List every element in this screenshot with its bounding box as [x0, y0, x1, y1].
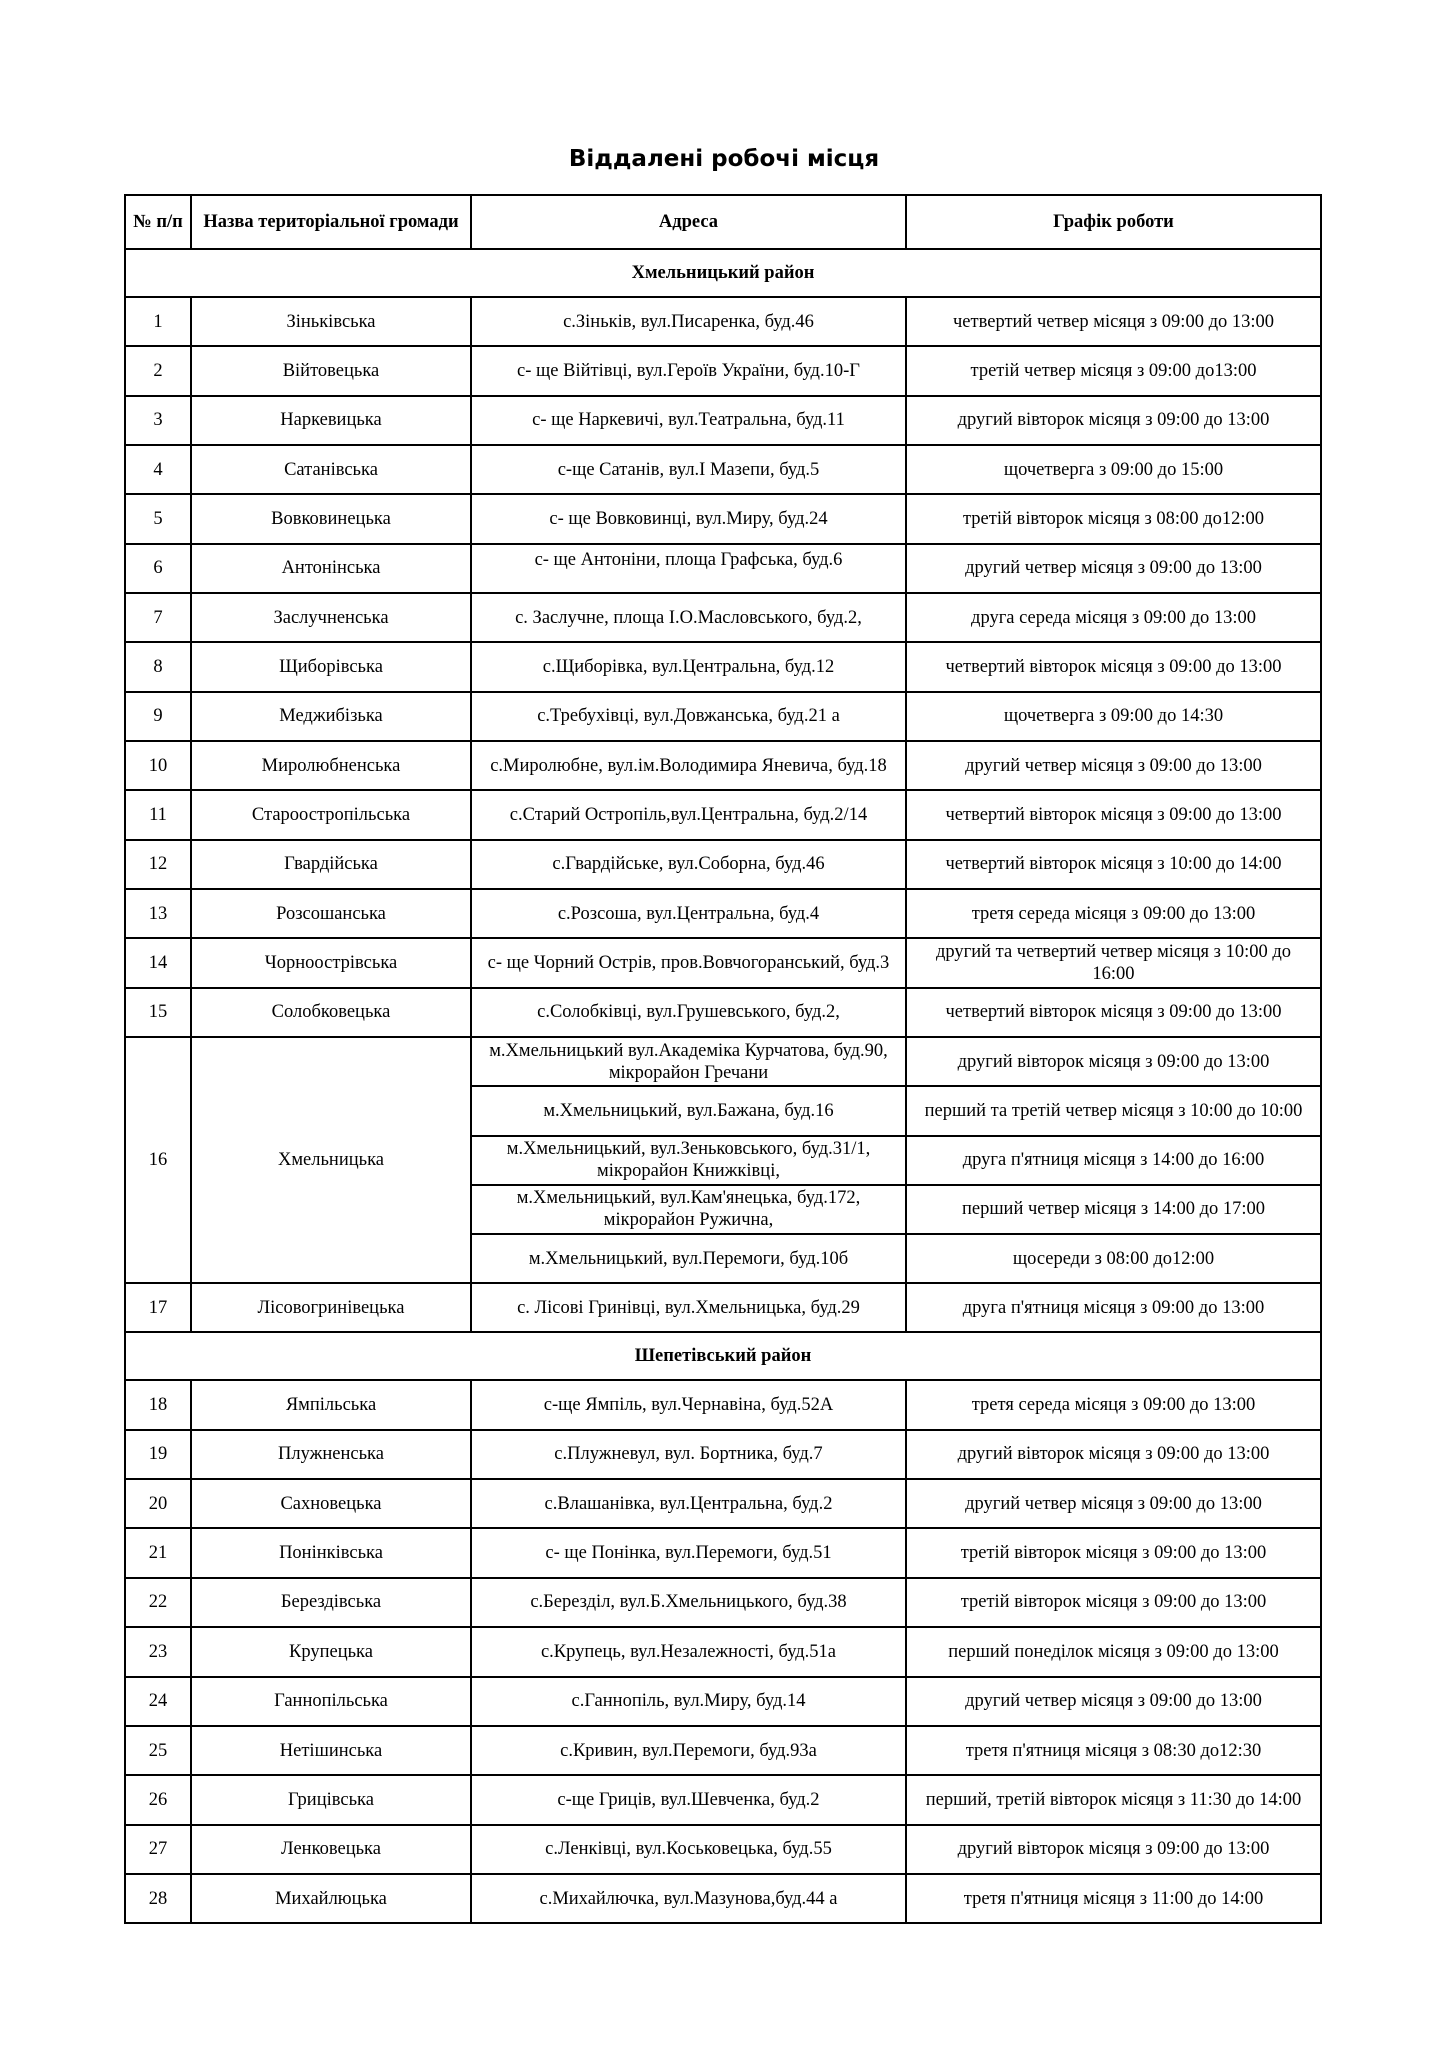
- address-cell: м.Хмельницький вул.Академіка Курчатова, буд.90, мікрорайон Гречани: [471, 1037, 906, 1086]
- table-row: [125, 1726, 1321, 1775]
- community-name: Наркевицька: [191, 396, 471, 445]
- address-cell: с.Ленківці, вул.Коськовецька, буд.55: [471, 1825, 906, 1874]
- address-cell: м.Хмельницький, вул.Бажана, буд.16: [471, 1086, 906, 1135]
- row-number: 14: [125, 938, 191, 987]
- community-name: Понінківська: [191, 1528, 471, 1577]
- row-number: 20: [125, 1479, 191, 1528]
- table-row: [125, 938, 1321, 987]
- community-name: Михайлюцька: [191, 1874, 471, 1923]
- community-name: Ямпільська: [191, 1380, 471, 1429]
- community-name: Заслучненська: [191, 593, 471, 642]
- community-name: Щиборівська: [191, 642, 471, 691]
- table-row: [125, 1825, 1321, 1874]
- schedule-cell: щочетверга з 09:00 до 14:30: [906, 692, 1321, 741]
- address-cell: с-ще Сатанів, вул.І Мазепи, буд.5: [471, 445, 906, 494]
- community-name: Солобковецька: [191, 988, 471, 1037]
- row-number: 5: [125, 494, 191, 543]
- address-cell: с.Влашанівка, вул.Центральна, буд.2: [471, 1479, 906, 1528]
- table-row: [125, 1775, 1321, 1824]
- address-cell: с- ще Антоніни, площа Графська, буд.6: [471, 544, 906, 593]
- row-number: 25: [125, 1726, 191, 1775]
- schedule-cell: друга середа місяця з 09:00 до 13:00: [906, 593, 1321, 642]
- row-number: 17: [125, 1283, 191, 1332]
- community-name: Плужненська: [191, 1430, 471, 1479]
- row-number: 22: [125, 1578, 191, 1627]
- table-row: [125, 1430, 1321, 1479]
- address-cell: с.Плужневул, вул. Бортника, буд.7: [471, 1430, 906, 1479]
- table-row: [125, 445, 1321, 494]
- row-number: 12: [125, 840, 191, 889]
- section-title: Хмельницький район: [125, 249, 1321, 297]
- table-row: [125, 692, 1321, 741]
- schedule-cell: другий вівторок місяця з 09:00 до 13:00: [906, 1037, 1321, 1086]
- community-name: Меджибізька: [191, 692, 471, 741]
- community-name: Гвардійська: [191, 840, 471, 889]
- schedule-cell: перший четвер місяця з 14:00 до 17:00: [906, 1185, 1321, 1234]
- address-cell: с-ще Ямпіль, вул.Чернавіна, буд.52А: [471, 1380, 906, 1429]
- header-num: № п/п: [125, 195, 191, 249]
- schedule-cell: друга п'ятниця місяця з 09:00 до 13:00: [906, 1283, 1321, 1332]
- table-row: [125, 1874, 1321, 1923]
- page-title: Віддалені робочі місця: [568, 146, 880, 172]
- table-row: [125, 593, 1321, 642]
- community-name: Зіньківська: [191, 297, 471, 346]
- row-number: 13: [125, 889, 191, 938]
- row-number: 21: [125, 1528, 191, 1577]
- schedule-cell: третя середа місяця з 09:00 до 13:00: [906, 1380, 1321, 1429]
- row-number: 16: [125, 1037, 191, 1283]
- schedule-cell: другий четвер місяця з 09:00 до 13:00: [906, 1677, 1321, 1726]
- address-cell: с.Гвардійське, вул.Соборна, буд.46: [471, 840, 906, 889]
- table-row: [125, 346, 1321, 395]
- address-cell: с.Миролюбне, вул.ім.Володимира Яневича, буд.18: [471, 741, 906, 790]
- schedule-cell: третій вівторок місяця з 08:00 до12:00: [906, 494, 1321, 543]
- address-cell: с- ще Вовковинці, вул.Миру, буд.24: [471, 494, 906, 543]
- row-number: 11: [125, 790, 191, 839]
- address-cell: с.Ганнопіль, вул.Миру, буд.14: [471, 1677, 906, 1726]
- row-number: 7: [125, 593, 191, 642]
- schedule-cell: другий вівторок місяця з 09:00 до 13:00: [906, 396, 1321, 445]
- header-name: Назва територіальної громади: [191, 195, 471, 249]
- schedule-cell: другий четвер місяця з 09:00 до 13:00: [906, 741, 1321, 790]
- address-cell: с.Березділ, вул.Б.Хмельницького, буд.38: [471, 1578, 906, 1627]
- header-address: Адреса: [471, 195, 906, 249]
- schedule-cell: другий вівторок місяця з 09:00 до 13:00: [906, 1825, 1321, 1874]
- table-row: [125, 1578, 1321, 1627]
- schedule-cell: перший понеділок місяця з 09:00 до 13:00: [906, 1627, 1321, 1676]
- community-name: Берездівська: [191, 1578, 471, 1627]
- community-name: Грицівська: [191, 1775, 471, 1824]
- table-row: [125, 396, 1321, 445]
- section-row: [125, 249, 1321, 297]
- row-number: 19: [125, 1430, 191, 1479]
- table-row: [125, 1677, 1321, 1726]
- row-number: 26: [125, 1775, 191, 1824]
- row-number: 18: [125, 1380, 191, 1429]
- schedule-cell: третя п'ятниця місяця з 08:30 до12:30: [906, 1726, 1321, 1775]
- table-row: [125, 642, 1321, 691]
- table-row: [125, 1627, 1321, 1676]
- address-cell: с- ще Чорний Острів, пров.Вовчогоранський, буд.3: [471, 938, 906, 987]
- table-body: [125, 249, 1321, 1923]
- community-name: Ганнопільська: [191, 1677, 471, 1726]
- schedule-cell: четвертий вівторок місяця з 09:00 до 13:00: [906, 642, 1321, 691]
- row-number: 28: [125, 1874, 191, 1923]
- table-row: [125, 1037, 1321, 1086]
- schedule-cell: другий та четвертий четвер місяця з 10:00 до 16:00: [906, 938, 1321, 987]
- row-number: 4: [125, 445, 191, 494]
- address-cell: с.Михайлючка, вул.Мазунова,буд.44 а: [471, 1874, 906, 1923]
- address-cell: с.Кривин, вул.Перемоги, буд.93а: [471, 1726, 906, 1775]
- table-row: [125, 494, 1321, 543]
- schedule-cell: друга п'ятниця місяця з 14:00 до 16:00: [906, 1136, 1321, 1185]
- row-number: 15: [125, 988, 191, 1037]
- address-cell: с. Лісові Гринівці, вул.Хмельницька, буд.29: [471, 1283, 906, 1332]
- schedule-cell: третя середа місяця з 09:00 до 13:00: [906, 889, 1321, 938]
- table-row: [125, 741, 1321, 790]
- community-name: Сахновецька: [191, 1479, 471, 1528]
- schedule-cell: четвертий вівторок місяця з 09:00 до 13:00: [906, 988, 1321, 1037]
- table-row: [125, 889, 1321, 938]
- row-number: 8: [125, 642, 191, 691]
- address-cell: м.Хмельницький, вул.Перемоги, буд.10б: [471, 1234, 906, 1283]
- section-title: Шепетівський район: [125, 1332, 1321, 1380]
- row-number: 9: [125, 692, 191, 741]
- table-row: [125, 1380, 1321, 1429]
- address-cell: с.Розсоша, вул.Центральна, буд.4: [471, 889, 906, 938]
- header-row: [125, 195, 1321, 249]
- address-cell: с. Заслучне, площа І.О.Масловського, буд.2,: [471, 593, 906, 642]
- address-cell: м.Хмельницький, вул.Зеньковського, буд.31/1, мікрорайон Книжківці,: [471, 1136, 906, 1185]
- community-name: Миролюбненська: [191, 741, 471, 790]
- schedule-cell: перший, третій вівторок місяця з 11:30 до 14:00: [906, 1775, 1321, 1824]
- community-name: Хмельницька: [191, 1037, 471, 1283]
- community-name: Війтовецька: [191, 346, 471, 395]
- schedule-cell: щосереди з 08:00 до12:00: [906, 1234, 1321, 1283]
- address-cell: с-ще Гриців, вул.Шевченка, буд.2: [471, 1775, 906, 1824]
- community-name: Лісовогринівецька: [191, 1283, 471, 1332]
- table-row: [125, 1479, 1321, 1528]
- community-name: Антонінська: [191, 544, 471, 593]
- address-cell: с.Старий Остропіль,вул.Центральна, буд.2/14: [471, 790, 906, 839]
- row-number: 2: [125, 346, 191, 395]
- row-number: 3: [125, 396, 191, 445]
- row-number: 27: [125, 1825, 191, 1874]
- row-number: 24: [125, 1677, 191, 1726]
- community-name: Ленковецька: [191, 1825, 471, 1874]
- schedule-cell: третя п'ятниця місяця з 11:00 до 14:00: [906, 1874, 1321, 1923]
- table-row: [125, 1283, 1321, 1332]
- table-row: [125, 790, 1321, 839]
- community-name: Чорноострівська: [191, 938, 471, 987]
- address-cell: с.Солобківці, вул.Грушевського, буд.2,: [471, 988, 906, 1037]
- address-cell: с.Зіньків, вул.Писаренка, буд.46: [471, 297, 906, 346]
- schedule-cell: третій вівторок місяця з 09:00 до 13:00: [906, 1578, 1321, 1627]
- address-cell: с- ще Війтівці, вул.Героїв України, буд.10-Г: [471, 346, 906, 395]
- table-row: [125, 297, 1321, 346]
- schedule-cell: четвертий четвер місяця з 09:00 до 13:00: [906, 297, 1321, 346]
- community-name: Нетішинська: [191, 1726, 471, 1775]
- table-row: [125, 544, 1321, 593]
- header-schedule: Графік роботи: [906, 195, 1321, 249]
- table-row: [125, 1528, 1321, 1577]
- schedule-cell: другий четвер місяця з 09:00 до 13:00: [906, 1479, 1321, 1528]
- row-number: 10: [125, 741, 191, 790]
- schedule-cell: третій вівторок місяця з 09:00 до 13:00: [906, 1528, 1321, 1577]
- row-number: 6: [125, 544, 191, 593]
- workplaces-table: [124, 194, 1322, 1924]
- community-name: Вовковинецька: [191, 494, 471, 543]
- address-cell: с- ще Понінка, вул.Перемоги, буд.51: [471, 1528, 906, 1577]
- schedule-cell: перший та третій четвер місяця з 10:00 до 10:00: [906, 1086, 1321, 1135]
- schedule-cell: третій четвер місяця з 09:00 до13:00: [906, 346, 1321, 395]
- section-row: [125, 1332, 1321, 1380]
- community-name: Крупецька: [191, 1627, 471, 1676]
- schedule-cell: четвертий вівторок місяця з 09:00 до 13:00: [906, 790, 1321, 839]
- address-cell: с.Требухівці, вул.Довжанська, буд.21 а: [471, 692, 906, 741]
- address-cell: м.Хмельницький, вул.Кам'янецька, буд.172, мікрорайон Ружична,: [471, 1185, 906, 1234]
- community-name: Сатанівська: [191, 445, 471, 494]
- community-name: Розсошанська: [191, 889, 471, 938]
- schedule-cell: другий вівторок місяця з 09:00 до 13:00: [906, 1430, 1321, 1479]
- row-number: 1: [125, 297, 191, 346]
- table-row: [125, 840, 1321, 889]
- address-cell: с- ще Наркевичі, вул.Театральна, буд.11: [471, 396, 906, 445]
- schedule-cell: щочетверга з 09:00 до 15:00: [906, 445, 1321, 494]
- row-number: 23: [125, 1627, 191, 1676]
- address-cell: с.Щиборівка, вул.Центральна, буд.12: [471, 642, 906, 691]
- table-row: [125, 988, 1321, 1037]
- address-cell: с.Крупець, вул.Незалежності, буд.51а: [471, 1627, 906, 1676]
- community-name: Староостропільська: [191, 790, 471, 839]
- schedule-cell: четвертий вівторок місяця з 10:00 до 14:00: [906, 840, 1321, 889]
- schedule-cell: другий четвер місяця з 09:00 до 13:00: [906, 544, 1321, 593]
